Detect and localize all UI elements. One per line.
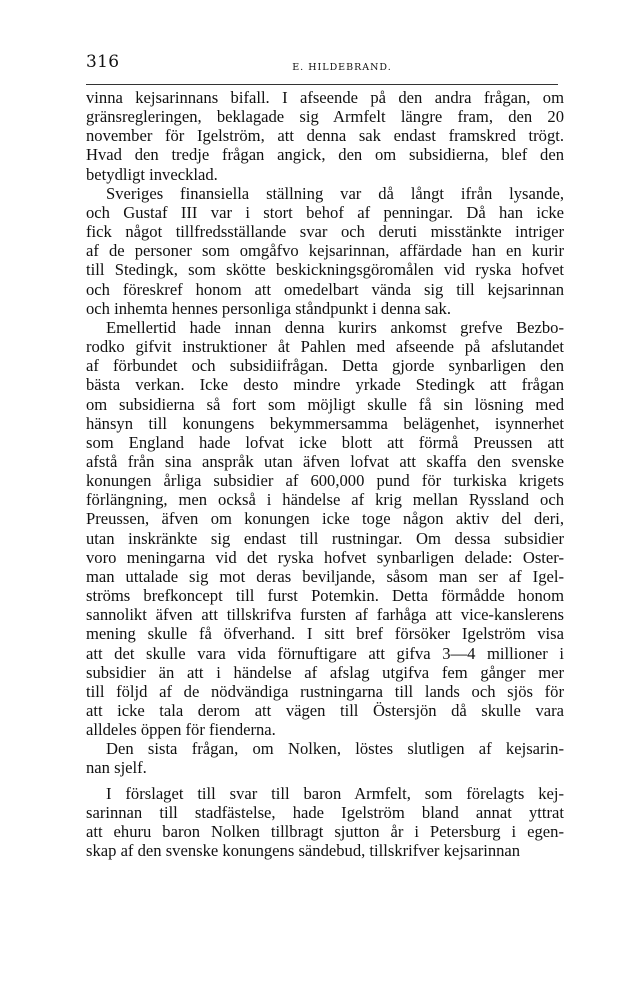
text-line: att det skulle vara vida förnuftigare att gifva 3—4 millioner i	[86, 643, 564, 663]
text-line: ströms brefkoncept till furst Potemkin. Detta förmådde honom	[86, 586, 564, 606]
text-line: sannolikt äfven att tillskrifva fursten af farhåga att vice-kanslerens	[86, 605, 564, 625]
text-line: Den sista frågan, om Nolken, löstes slutligen af kejsarin-	[106, 739, 564, 759]
text-line: subsidier än att i händelse af afslag utgifva fem gånger mer	[86, 662, 564, 682]
paragraph	[86, 184, 564, 318]
text-line: alldeles öppen för fienderna.	[86, 720, 276, 740]
paragraph	[86, 318, 564, 739]
text-line: att icke tala derom att vägen till Östersjön då skulle vara	[86, 701, 564, 720]
text-line: skap af den svenske konungens sändebud, tillskrifver kejsarinnan	[86, 841, 521, 861]
page-header	[86, 52, 558, 78]
text-line: man uttalade sig mot deras beviljande, såsom man ser af Igel-	[86, 566, 564, 586]
text-line: som England hade lofvat icke blott att förmå Preussen att	[86, 432, 564, 452]
text-line: af förbundet och subsidiifrågan. Detta gjorde synbarligen den	[86, 356, 564, 376]
text-line: vinna kejsarinnans bifall. I afseende på den andra frågan, om	[86, 88, 564, 107]
text-line: Hvad den tredje frågan angick, den om subsidierna, blef den	[86, 145, 564, 165]
text-line: af de personer som omgåfvo kejsarinnan, affärdade han en kurir	[86, 241, 564, 261]
text-line: förlängning, men också i händelse af krig mellan Ryssland och	[86, 490, 564, 510]
text-line: och Gustaf III var i stort behof af penningar. Då han icke	[86, 202, 564, 222]
text-line: hänsyn till konungens bekymmersamma belägenhet, isynnerhet	[86, 413, 564, 433]
text-line: nan sjelf.	[86, 758, 147, 778]
text-line: betydligt invecklad.	[86, 164, 218, 184]
text-line: afstå från sina anspråk utan äfven lofvat att skaffa den svenske	[86, 451, 564, 471]
text-line: november för Igelström, att denna sak endast framskred trögt.	[86, 126, 564, 146]
body-text	[86, 88, 564, 860]
paragraph	[86, 739, 564, 777]
header-rule	[86, 84, 558, 85]
text-line: I förslaget till svar till baron Armfelt, som förelagts kej-	[106, 783, 564, 803]
text-line: och föreskref honom att omedelbart vända sig till kejsarinnan	[86, 279, 564, 299]
text-line: konungen årliga subsidier af 600,000 pund för turkiska krigets	[86, 471, 564, 491]
text-line: och inhemta hennes personliga ståndpunkt i denna sak.	[86, 298, 451, 318]
text-line: mening skulle få öfverhand. I sitt bref försöker Igelström visa	[86, 624, 564, 644]
text-line: voro meningarna vid det ryska hofvet synbarligen delade: Oster-	[86, 547, 564, 567]
text-line: Preussen, äfven om konungen icke toge någon aktiv del deri,	[86, 509, 564, 529]
page-number: 316	[86, 52, 120, 72]
text-line: Emellertid hade innan denna kurirs ankomst grefve Bezbo-	[106, 317, 564, 337]
text-line: till Stedingk, som skötte beskickningsgöromålen vid ryska hofvet	[86, 260, 564, 280]
text-line: utan inskränkte sig endast till rustningar. Om dessa subsidier	[86, 528, 564, 548]
text-line: fick något tillfredsställande svar och deruti misstänkte intriger	[86, 222, 564, 242]
running-head: E. HILDEBRAND.	[292, 62, 392, 73]
text-line: gränsregleringen, beklagade sig Armfelt längre fram, den 20	[86, 107, 564, 127]
text-line: om subsidierna så fort som möjligt skulle få sin lösning med	[86, 394, 564, 414]
text-line: bästa verkan. Icke desto mindre yrkade Stedingk att frågan	[86, 375, 564, 395]
paragraph	[86, 88, 564, 184]
text-line: rodko gifvit instruktioner åt Pahlen med afseende på afslutandet	[86, 337, 564, 357]
paragraph	[86, 784, 564, 861]
text-line: Sveriges finansiella ställning var då långt ifrån lysande,	[106, 183, 564, 203]
text-line: att ehuru baron Nolken tillbragt sjutton år i Petersburg i egen-	[86, 821, 564, 841]
text-line: till följd af de nödvändiga rustningarna till lands och sjös för	[86, 681, 564, 701]
text-line: sarinnan till stadfästelse, hade Igelström bland annat yttrat	[86, 802, 564, 822]
